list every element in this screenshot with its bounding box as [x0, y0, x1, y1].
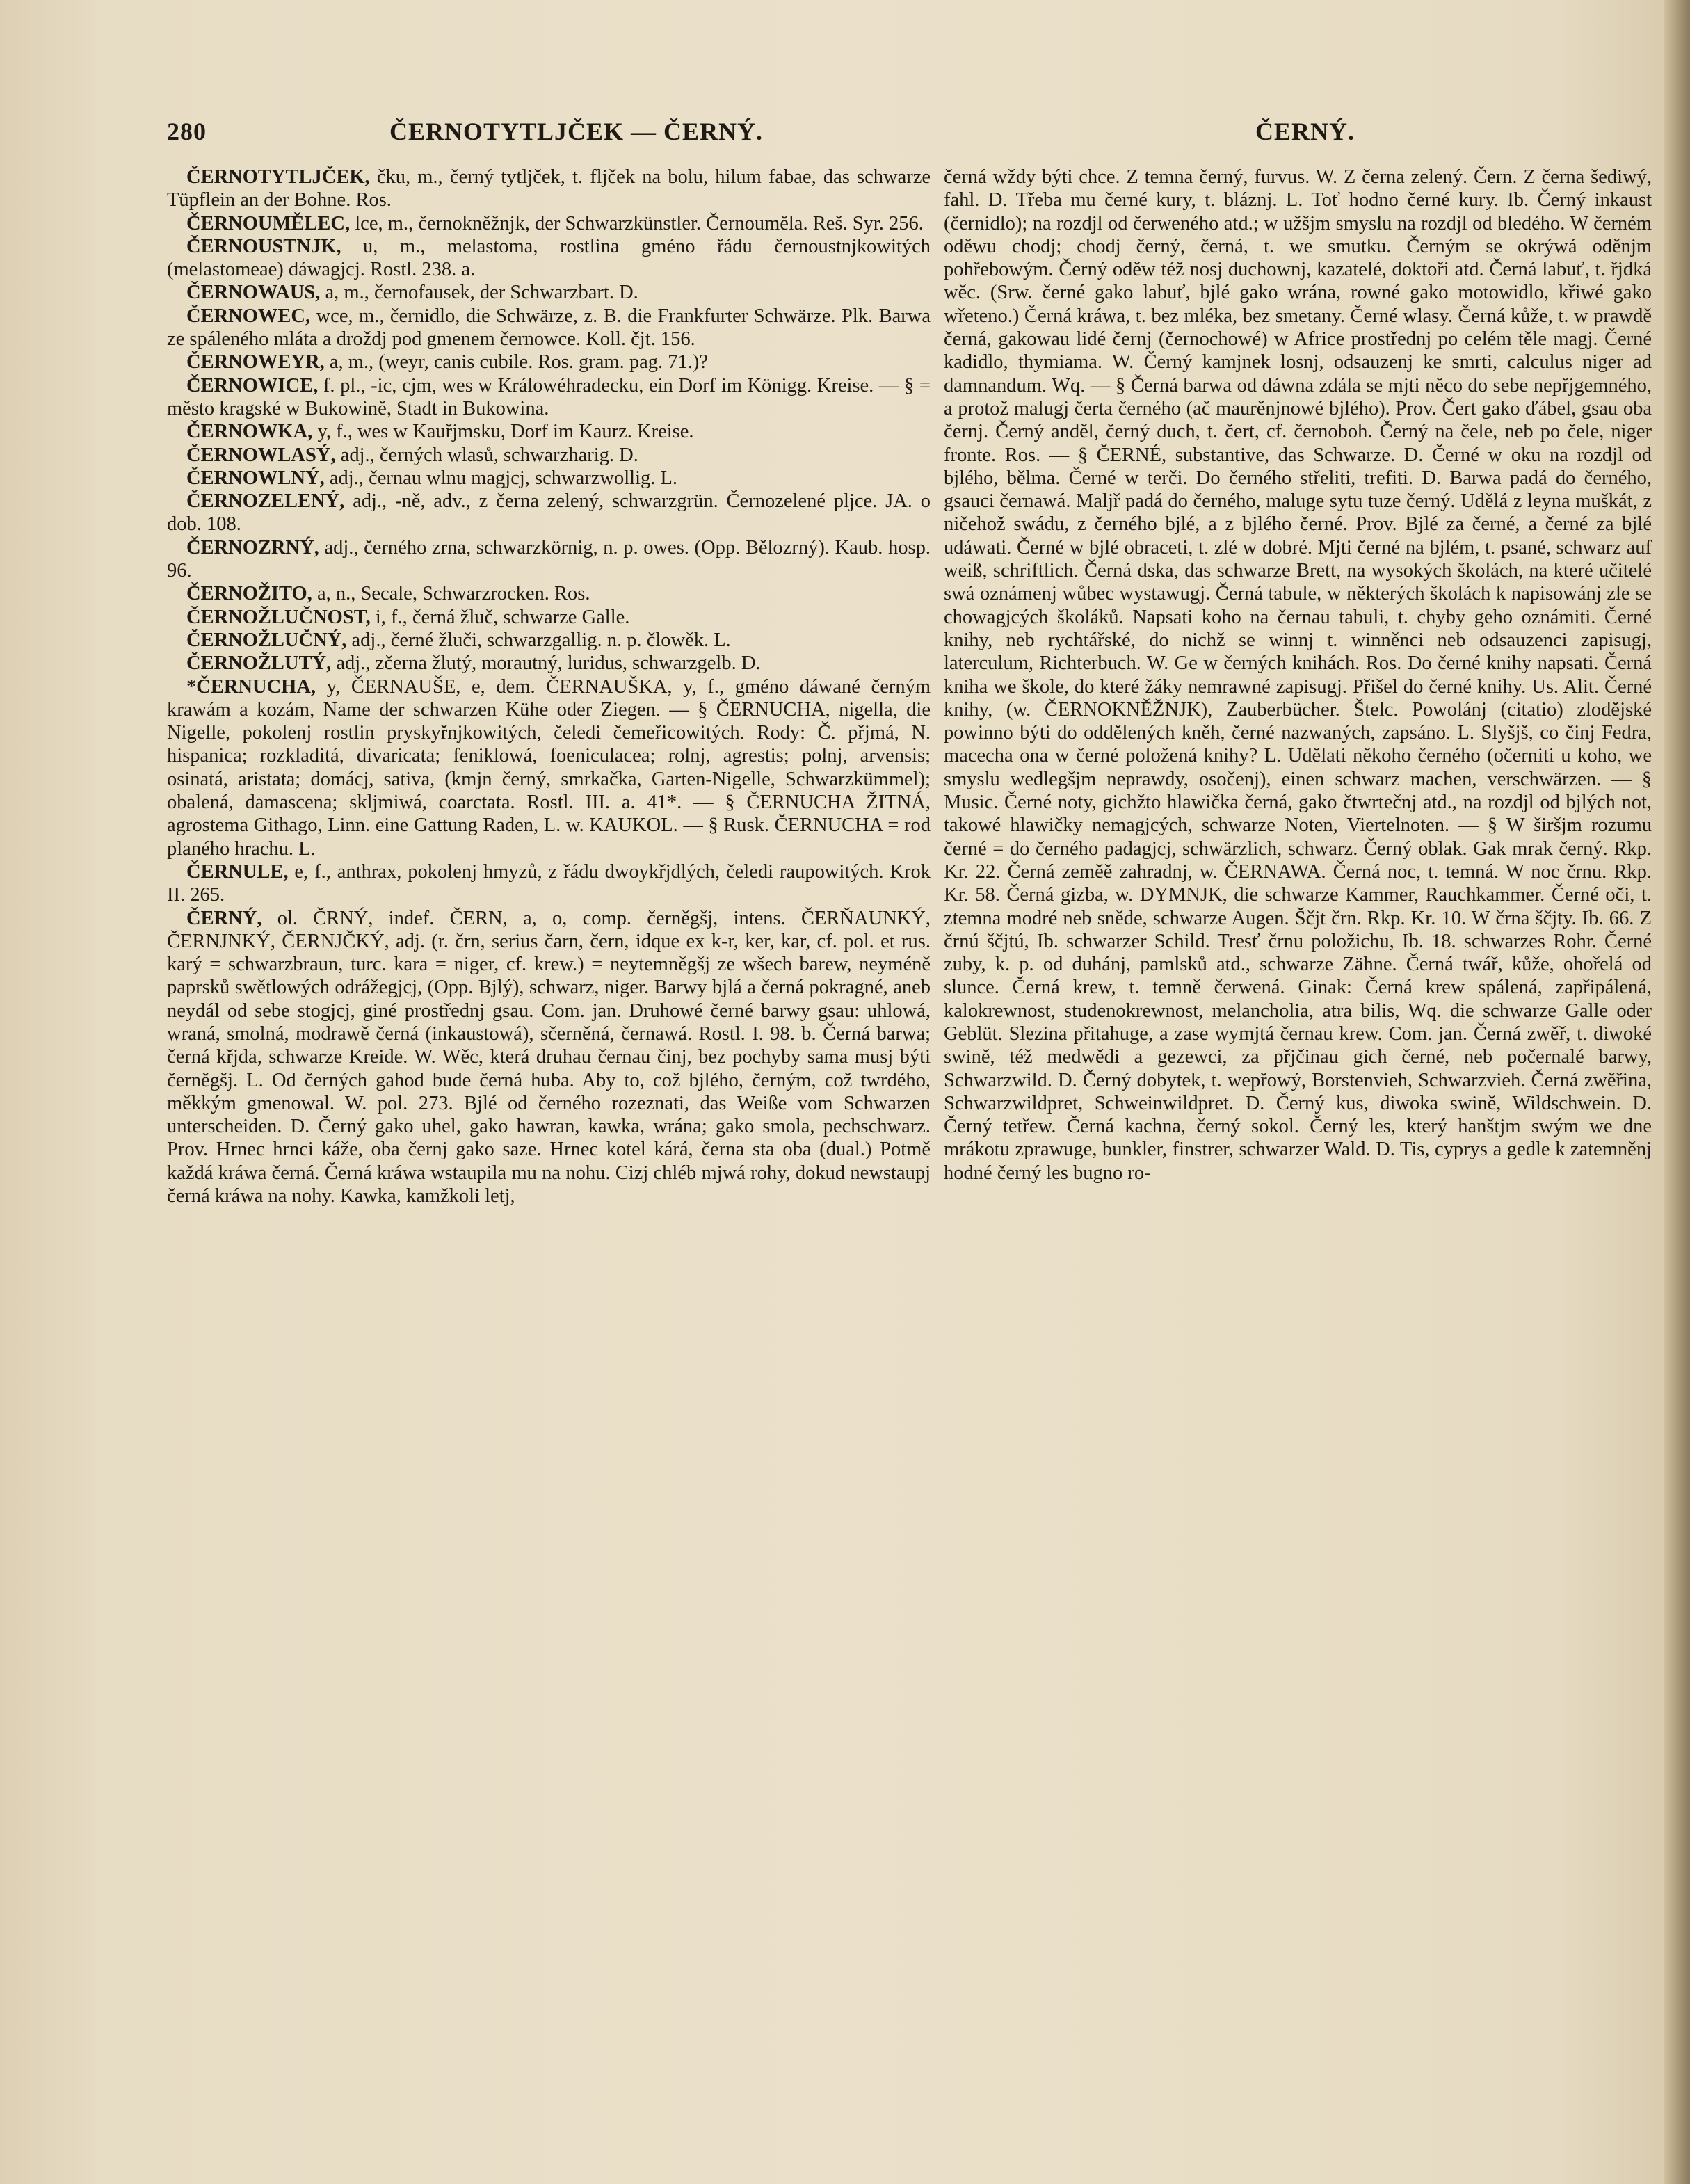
entry-headword: ČERNOWKA,	[186, 421, 313, 443]
dictionary-entry	[167, 166, 931, 212]
entry-text: a, n., Secale, Schwarzrocken. Ros.	[316, 583, 590, 605]
entry-headword: ČERNOZRNÝ,	[186, 536, 319, 559]
dictionary-entry	[167, 351, 931, 374]
entry-headword: ČERNOWEC,	[186, 305, 311, 327]
entry-text: f. pl., -ic, cjm, wes w Králowéhradecku, ein Dorf im Königg. Kreise. — § = město kragské w Bukowině, Stadt in Bukowina.	[167, 374, 931, 419]
dictionary-entry	[167, 444, 931, 467]
entry-text: y, ČERNAUŠE, e, dem. ČERNAUŠKA, y, f., gméno dáwané černým krawám a kozám, Name der schwarzen Kühe oder Ziegen. — § ČERNUCHA, nigella, die Nigelle, pokolenj rostlin pryskyřnjkowitých, čeledi čemeřicowitých. Rody: Č. přjmá, N. hispanica; rozkladitá, divaricata; feniklowá, foeniculacea; rolnj, agrestis; polnj, arvensis; osinatá, aristata; domácj, sativa, (kmjn černý, smrkačka, Garten-Nigelle, Schwarzkümmel); obalená, damascena; skljmiwá, coarctata. Rostl. III. a. 41*. — § ČERNUCHA ŽITNÁ, agrostema Githago, Linn. eine Gattung Raden, L. w. KAUKOL. — § Rusk. ČERNUCHA = rod planého hrachu. L.	[167, 675, 931, 860]
dictionary-entry	[167, 281, 931, 304]
entry-headword: ČERNOUMĚLEC,	[186, 212, 351, 234]
dictionary-entry	[167, 467, 931, 490]
entry-text: a, m., (weyr, canis cubile. Ros. gram. pag. 71.)?	[329, 351, 709, 374]
entry-headword: ČERNOŽLUTÝ,	[186, 652, 332, 675]
entry-text: a, m., černofausek, der Schwarzbart. D.	[325, 282, 638, 304]
dictionary-entry	[167, 305, 931, 351]
entry-headword: ČERNOWAUS,	[186, 282, 321, 304]
entry-text: adj., černé žluči, schwarzgallig. n. p. člowěk. L.	[351, 629, 731, 651]
entry-headword: ČERNOZELENÝ,	[186, 490, 345, 513]
entry-headword: ČERNOWLASÝ,	[186, 444, 336, 466]
entry-headword: ČERNOŽITO,	[186, 583, 312, 605]
entry-text: adj., -ně, adv., z černa zelený, schwarzgrün. Černozelené pljce. JA. o dob. 108.	[167, 490, 931, 536]
entry-text: y, f., wes w Kauřjmsku, Dorf im Kaurz. Kreise.	[317, 421, 694, 443]
entry-headword: *ČERNUCHA,	[186, 675, 316, 698]
entry-text: i, f., černá žluč, schwarze Galle.	[375, 606, 630, 628]
dictionary-entry	[167, 490, 931, 536]
dictionary-entry	[167, 536, 931, 583]
running-header	[167, 117, 1648, 159]
dictionary-entry	[167, 629, 931, 652]
dictionary-entry	[167, 675, 931, 860]
page-edge-shadow	[1664, 0, 1690, 2184]
dictionary-entry	[167, 235, 931, 282]
entry-text: e, f., anthrax, pokolenj hmyzů, z řádu dwoykřjdlých, čeledi raupowitých. Krok II. 265.	[167, 860, 931, 906]
entry-headword: ČERNOTYTLJČEK,	[186, 166, 370, 188]
entry-headword: ČERNOŽLUČNÝ,	[186, 629, 347, 651]
entry-headword: ČERNÝ,	[186, 907, 262, 929]
entry-headword: ČERNOWLNÝ,	[186, 467, 325, 489]
dictionary-entry	[944, 166, 1652, 1185]
entry-text: čku, m., černý tytljček, t. fljček na bolu, hilum fabae, das schwarze Tüpflein an der Bohne. Ros.	[167, 166, 931, 211]
entry-text: adj., černých wlasů, schwarzharig. D.	[340, 444, 638, 466]
page-number: 280	[167, 118, 207, 145]
dictionary-entry	[167, 212, 931, 235]
right-column	[944, 166, 1652, 1185]
dictionary-entry	[167, 420, 931, 443]
entry-text: adj., zčerna žlutý, morautný, luridus, schwarzgelb. D.	[336, 652, 761, 675]
entry-text: wce, m., černidlo, die Schwärze, z. B. die Frankfurter Schwärze. Plk. Barwa ze spáleného mláta a droždj pod gmenem černowce. Koll. čjt. 156.	[167, 305, 931, 351]
entry-headword: ČERNOŽLUČNOST,	[186, 606, 371, 628]
entry-headword: ČERNOWEYR,	[186, 351, 325, 374]
dictionary-entry	[167, 652, 931, 675]
entry-headword: ČERNOUSTNJK,	[186, 235, 341, 257]
entry-text: adj., černau wlnu magjcj, schwarzwollig. L.	[329, 467, 678, 489]
entry-text: u, m., melastoma, rostlina gméno řádu černoustnjkowitých (melastomeae) dáwagjcj. Rostl. 238. a.	[167, 235, 931, 281]
dictionary-entry	[167, 606, 931, 629]
header-entry-range: ČERNOTYTLJČEK — ČERNÝ.	[389, 118, 764, 145]
dictionary-entry	[167, 374, 931, 421]
entry-headword: ČERNULE,	[186, 860, 289, 883]
dictionary-entry	[167, 907, 931, 1208]
header-right-title: ČERNÝ.	[1255, 118, 1355, 145]
entry-text: lce, m., černokněžnjk, der Schwarzkünstler. Černouměla. Reš. Syr. 256.	[355, 212, 924, 234]
entry-text: černá wždy býti chce. Z temna černý, furvus. W. Z černa zelený. Čern. Z černa šediwý, fahl. D. Třeba mu černé kury, t. bláznj. L. Toť hodno černé kury. Ib. Černý inkaust (černidlo); na rozdjl od čerweného atd.; w užšjm smyslu na rozdjl od bledého. W černém oděwu chodj; chodj černý, černá, t. we smutku. Černým se okrýwá oděnjm pohřebowým. Černý oděw též nosj duchownj, kazatelé, doktoři atd. Černá labuť, t. řjdká wěc. (Srw. černé gako labuť, bjlé gako wrána, rowné gako motowidlo, křiwé gako wřeteno.) Černá kráwa, t. bez mléka, bez smetany. Černé wlasy. Černá kůže, t. w prawdě černá, gakowau lidé černj (černochowé) w Africe prostřednj po celém těle magj. Černé kadidlo, thymiama. W. Černý kamjnek losnj, odsauzenj ke smrti, calculus niger ad damnandum. Wq. — § Černá barwa od dáwna zdála se mjti něco do sebe nepřjgemného, a protož malugj čerta černého (ač maurěnjnowé bjlého). Prov. Čert gako ďábel, gsau oba černj. Černý anděl, černý duch, t. čert, cf. černoboh. Černý na čele, neb po čele, niger fronte. Ros. — § ČERNÉ, substantive, das Schwarze. D. Černé w oku na rozdjl od bjlého, bělma. Černé w terči. Do černého střeliti, trefiti. D. Barwa padá do černého, gsauci černawá. Maljř padá do černého, maluge sytu tuze černý. Udělá z leyna muškát, z ničehož swádu, z černého bjlé, a z bjlého černé. Prov. Bjlé za černé, a černé za bjlé udáwati. Černé w bjlé obraceti, t. zlé w dobré. Mjti černé na bjlém, t. psané, schwarz auf weiß, schriftlich. Černá dska, das schwarze Brett, na wysokých školách, na které učitelé swá oznámenj wůbec wystawugj. Černá tabule, w některých školách k napisowánj zle se chowagjcých školáků. Napsati koho na černau tabuli, t. chyby geho oznámiti. Černé knihy, neb rychtářské, do nichž se winnj t. winněnci neb odsauzenci zapisugj, laterculum, Richterbuch. W. Ge w černých knihách. Ros. Do černé knihy napsati. Černá kniha we škole, do které žáky nemrawné zapisugj. Přišel do černé knihy. Us. Alit. Černé knihy, (w. ČERNOKNĚŽNJK), Zauberbücher. Štelc. Powolánj (citatio) zlodějské powinno býti do oddělených kněh, černé nazwaných, zapsáno. L. Slyšjš, co činj Fedra, macecha ona w černé položená knihy? L. Udělati někoho černého (očerniti u koho, we smyslu wedlegšjm neprawdy, osočenj), einen schwarz machen, verschwärzen. — § Music. Černé noty, gichžto hlawička černá, gako čtwrtečnj atd., na rozdjl od bjlých not, takowé hlawičky nemagjcých, schwarze Noten, Viertelnoten. — § W širšjm rozumu černé = do černého padagjcj, schwärzlich, schwarz. Černý oblak. Gak mrak černý. Rkp. Kr. 22. Černá zeměě zahradnj, w. ČERNAWA. Černá noc, t. temná. W noc črnu. Rkp. Kr. 58. Černá gizba, w. DYMNJK, die schwarze Kammer, Rauchkammer. Černé oči, t. ztemna modré neb sněde, schwarze Augen. Ščjt črn. Rkp. Kr. 10. W črna ščjty. Ib. 66. Z črnú ščjtú, Ib. schwarzer Schild. Tresť črnu položichu, Ib. 18. schwarzes Rohr. Černé zuby, k. p. od duhánj, pamlsků atd., schwarze Zähne. Černá twář, kůže, ohořelá od slunce. Černá krew, t. temně čerwená. Ginak: Černá krew spálená, zapřipálená, kalokrewnost, studenokrewnost, melancholia, atra bilis, Wq. die schwarze Galle oder Geblüt. Slezina přitahuge, a zase wymjtá černau krew. Com. jan. Černá zwěř, t. diwoké swině, též medwědi a gezewci, za přjčinau gich černé, neb počernalé barwy, Schwarzwild. D. Černý dobytek, t. wepřowý, Borstenvieh, Schwarzvieh. Černá zwěřina, Schwarzwildpret, Schweinwildpret. D. Černý kus, diwoka swině, Wildschwein. D. Černý tetřew. Černá kachna, černý sokol. Černý les, který hanštjm swým we dne mrákotu zprawuge, bunkler, finstrer, schwarzer Wald. D. Tis, cyprys a gedle k zatemněnj hodné černý les bugno ro-	[944, 166, 1652, 1184]
dictionary-entry	[167, 860, 931, 907]
left-column	[167, 166, 931, 1207]
dictionary-entry	[167, 582, 931, 605]
entry-headword: ČERNOWICE,	[186, 374, 319, 396]
entry-text: ol. ČRNÝ, indef. ČERN, a, o, comp. černěgšj, intens. ČERŇAUNKÝ, ČERNJNKÝ, ČERNJČKÝ, adj. (r. črn, serius čarn, čern, idque ex k-r, ker, kar, cf. pol. et rus. karý = schwarzbraun, turc. kara = niger, cf. krew.) = neytemněgšj ze wšech barew, neyméně paprsků swětlowých odrážegjcj, (Opp. Bjlý), schwarz, niger. Barwy bjlá a černá pokragné, aneb neydál od sebe stogjcj, giné prostřednj gsau. Com. jan. Druhowé černé barwy gsau: uhlowá, wraná, smolná, modrawě černá (inkaustowá), sčerněná, černawá. Rostl. I. 98. b. Černá barwa; černá křjda, schwarze Kreide. W. Wěc, která druhau černau činj, bez pochyby sama musj býti černěgšj. L. Od černých gahod bude černá huba. Aby to, což bjlého, černým, což twrdého, měkkým gmenowal. W. pol. 273. Bjlé od černého rozeznati, das Weiße vom Schwarzen unterscheiden. D. Černý gako uhel, gako hawran, kawka, wrána; gako smola, pechschwarz. Prov. Hrnec hrnci káže, oba černj gako saze. Hrnec kotel kárá, černa sta oba (dual.) Potmě každá kráwa černá. Černá kráwa wstaupila mu na nohu. Cizj chléb mjwá rohy, dokud newstaupj černá kráwa na nohy. Kawka, kamžkoli letj,	[167, 907, 931, 1207]
entry-text: adj., černého zrna, schwarzkörnig, n. p. owes. (Opp. Bělozrný). Kaub. hosp. 96.	[167, 536, 931, 582]
